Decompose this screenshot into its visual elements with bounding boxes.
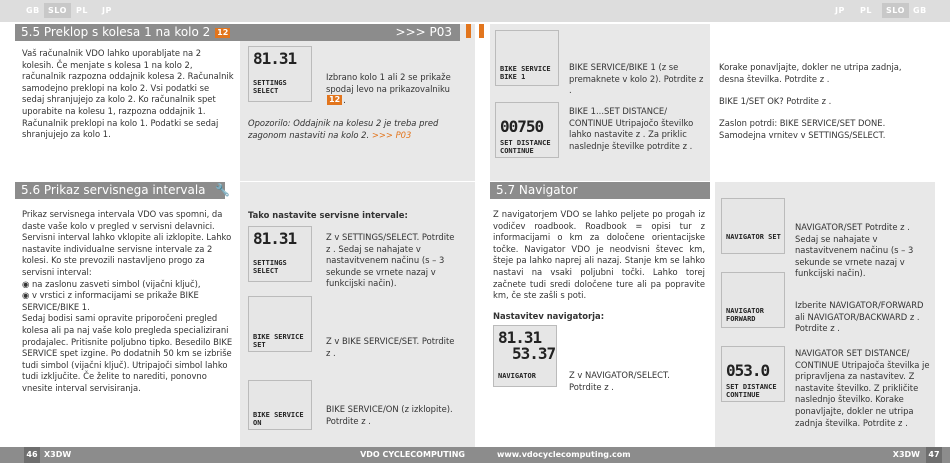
- section-header-5-7: 5.7 Navigator: [490, 182, 710, 199]
- wrench-icon: 🔧: [215, 183, 231, 197]
- lang-tab[interactable]: PL: [860, 6, 872, 15]
- lang-tab-active[interactable]: SLO: [882, 3, 909, 18]
- footer: [0, 447, 475, 463]
- section-header-5-5: [15, 24, 460, 41]
- lcd-navigator: 81.31 53.37 NAVIGATOR: [493, 325, 557, 387]
- bike-12-icon: 12: [329, 95, 341, 105]
- section-header-5-6: 5.6 Prikaz servisnega intervala 🔧: [15, 182, 225, 199]
- model-name: X3DW: [892, 450, 920, 459]
- top-step-1: BIKE SERVICE/BIKE 1 (z se premaknete v kolo 2). Potrdite z .: [569, 62, 704, 96]
- s57-body: Z navigatorjem VDO se lahko peljete po progah iz vodičev roadbook. Roadbook = opisi tur z informacijami o km za določene orientacijske točke. Navigator VDO je neodvisni števec km, šteje pa lahko naprej ali nazaj. Stanje km se lahko nastavi na vsaki poljubni točki. Lahko torej začnete tudi sredi določene ture ali pa popravite km, če ste zašli s poti.: [493, 209, 705, 301]
- model-name: X3DW: [44, 450, 72, 459]
- step-3: BIKE SERVICE/ON (z izklopite). Potrdite z .: [326, 404, 453, 426]
- lang-tab[interactable]: PL: [76, 6, 88, 15]
- language-bar: [475, 0, 950, 22]
- howto-title: Tako nastavite servisne intervale:: [248, 210, 408, 220]
- lang-tab[interactable]: GB: [26, 6, 40, 15]
- website-url[interactable]: www.vdocyclecomputing.com: [497, 450, 631, 459]
- lcd-bike-service-on: BIKE SERVICE ON: [248, 380, 312, 430]
- lang-tab[interactable]: GB: [913, 6, 927, 15]
- lcd-settings-select: 81.31 SETTINGS SELECT: [248, 46, 312, 102]
- side-marker: [466, 24, 471, 38]
- brand-name: VDO CYCLECOMPUTING: [360, 450, 465, 459]
- top-step-2: BIKE 1...SET DISTANCE/ CONTINUE Utripajočo številko lahko nastavite z . Za priklic naslednje številke potrdite z .: [569, 106, 694, 151]
- top-step-3: Korake ponavljajte, dokler ne utripa zadnja, desna številka. Potrdite z .: [719, 62, 902, 84]
- nav-step-3: Izberite NAVIGATOR/FORWARD ali NAVIGATOR/BACKWARD z . Potrdite z .: [795, 300, 924, 334]
- right-page: [475, 0, 950, 475]
- s57-subtitle: Nastavitev navigatorja:: [493, 311, 605, 321]
- s55-col2: Izbrano kolo 1 ali 2 se prikaže spodaj levo na prikazovalniku 12 .: [326, 72, 451, 106]
- lang-tab[interactable]: JP: [102, 6, 112, 15]
- s56-body: Prikaz servisnega intervala VDO vas spomni, da daste vaše kolo v pregled v servisni delavnici. Servisni interval lahko vklopite ali izklopite. Lahko nastavite individualne servisne intervale za 2 kolesi. Ko ste prevozili nastavljeno progo za servisni interval: ◉ na zaslonu zasveti simbol (vijačni ključ), ◉ v vrstici z informacijami se prikaže BIKE SERVICE/BIKE 1. Sedaj bodisi sami opravite priporočeni pregled kolesa ali pa naj vaše kolo pregleda specializirani prodajalec. Pritisnite poljubno tipko. Besedilo BIKE SERVICE spet izgine. Po dodatnih 50 km se izbriše tudi simbol (vijačni ključ). Utripajoči simbol lahko tudi izključite. Če želite to narediti, ponovno vnesite interval servisiranja.: [22, 209, 233, 393]
- nav-step-1: Z v NAVIGATOR/SELECT. Potrdite z .: [569, 370, 670, 392]
- step-1: Z v SETTINGS/SELECT. Potrdite z . Sedaj se nahajate v nastavitvenem načinu (s – 3 sekunde se vrnete nazaj v funkcijski način).: [326, 232, 455, 289]
- lang-tab-active[interactable]: SLO: [44, 3, 71, 18]
- lcd-set-distance: 053.0 SET DISTANCE CONTINUE: [721, 346, 785, 402]
- lcd-navigator-set: NAVIGATOR SET: [721, 198, 785, 254]
- lcd-set-distance: 00750 SET DISTANCE CONTINUE: [495, 102, 559, 158]
- bike-12-icon: 12: [217, 28, 229, 37]
- page-number: 47: [926, 447, 942, 463]
- section-title: 5.5 Preklop s kolesa 1 na kolo 2: [21, 25, 211, 39]
- lcd-bike-service-bike1: BIKE SERVICE BIKE 1: [495, 30, 559, 86]
- top-step-4: BIKE 1/SET OK? Potrdite z .: [719, 96, 832, 106]
- nav-step-2: NAVIGATOR/SET Potrdite z . Sedaj se nahajate v nastavitvenem načinu (s – 3 sekunde se vrnete nazaj v funkcijski način).: [795, 222, 914, 279]
- lcd-navigator-forward: NAVIGATOR FORWARD: [721, 272, 785, 328]
- top-step-5: Zaslon potrdi: BIKE SERVICE/SET DONE. Samodejna vrnitev v SETTINGS/SELECT.: [719, 118, 886, 140]
- s55-note: Opozorilo: Oddajnik na kolesu 2 je treba pred zagonom nastaviti na kolo 2. >>> P03: [248, 118, 439, 140]
- step-2: Z v BIKE SERVICE/SET. Potrdite z .: [326, 336, 455, 358]
- lang-tab[interactable]: JP: [835, 6, 845, 15]
- s55-body: Vaš računalnik VDO lahko uporabljate na 2 kolesih. Če menjate s kolesa 1 na kolo 2, računalnik razpozna oddajnik kolesa 2. Računalnik samodejno preklopi na kolo 2. Vsi podatki se sedaj shranjujejo za kolo 2. Ko računalnik spet uporabite na kolesu 1, razpozna oddajnik 1. Računalnik preklopi na kolo 1. Podatki se sedaj shranjujejo za kolo 1.: [22, 48, 234, 140]
- page-number: 46: [24, 447, 40, 463]
- nav-step-4: NAVIGATOR SET DISTANCE/ CONTINUE Utripajoča številka je pripravljena za nastavitev. Z nastavite številko. Z prikličite naslednjo številko. Korake ponavljajte, dokler ne utripa zadnja številka. Potrdite z .: [795, 348, 930, 428]
- footer: [475, 447, 950, 463]
- lcd-settings-select: 81.31 SETTINGS SELECT: [248, 226, 312, 282]
- language-bar: [0, 0, 475, 22]
- page-reference: >>> P03: [395, 25, 452, 39]
- side-marker: [479, 24, 484, 38]
- lcd-bike-service-set: BIKE SERVICE SET: [248, 296, 312, 352]
